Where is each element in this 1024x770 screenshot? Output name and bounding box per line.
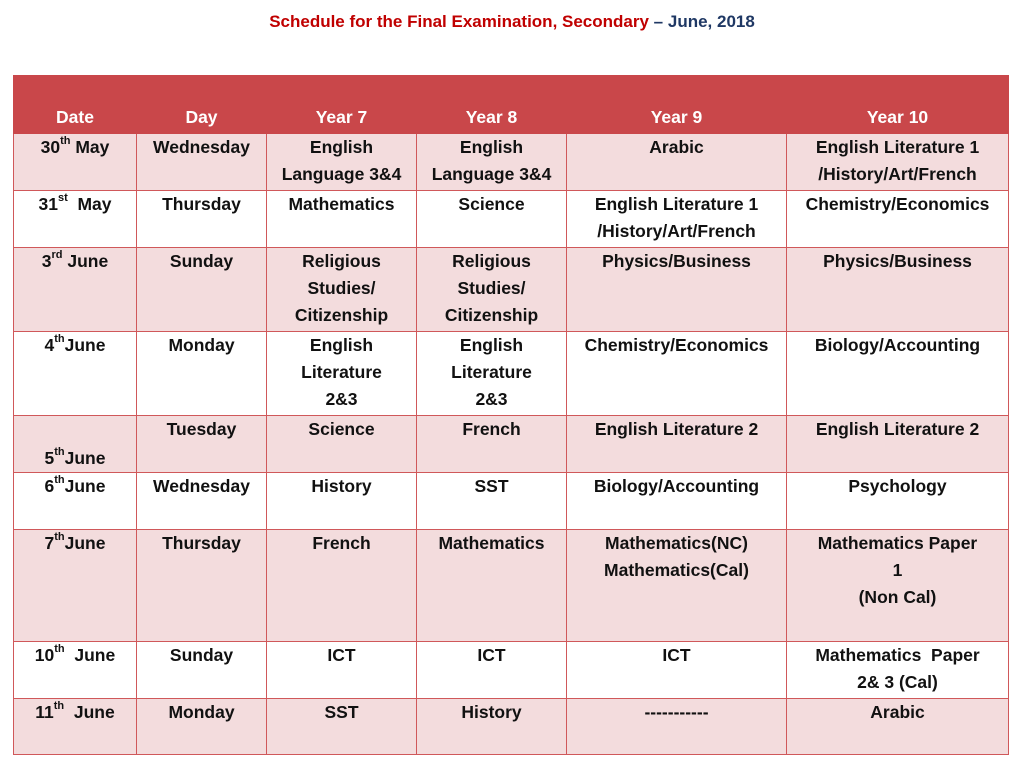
subject-line: Religious (302, 251, 381, 271)
subject-cell-year-8 (417, 642, 567, 699)
date-month: June (64, 645, 116, 665)
date-suffix: th (54, 531, 65, 544)
subject-line: Studies/ (307, 278, 376, 298)
subject-line: Arabic (870, 702, 925, 722)
subject-line: Science (458, 194, 525, 214)
date-suffix: th (54, 333, 65, 346)
subject-cell-year-7 (267, 134, 417, 191)
subject-line: English Literature 2 (594, 419, 759, 439)
day-cell: Sunday (137, 248, 267, 332)
subject-cell-year-7 (267, 530, 417, 642)
date-month: June (64, 533, 106, 553)
table-row (14, 332, 1009, 416)
date-month: May (67, 194, 112, 214)
subject-cell-year-9 (567, 332, 787, 416)
date-number: 10 (34, 645, 55, 665)
exam-schedule-table (13, 75, 1009, 755)
date-suffix: th (60, 135, 71, 148)
subject-cell-year-7 (267, 332, 417, 416)
day-cell: Sunday (137, 642, 267, 699)
table-row (14, 134, 1009, 191)
date-cell (14, 332, 137, 416)
subject-line: English (459, 137, 524, 157)
subject-line: Psychology (848, 476, 947, 496)
subject-line: 2&3 (475, 389, 508, 409)
subject-line: /History/Art/French (597, 221, 756, 241)
subject-cell-year-10 (787, 530, 1009, 642)
subject-cell-year-10 (787, 699, 1009, 755)
subject-line: English Literature 2 (815, 419, 980, 439)
subject-line: Science (308, 419, 375, 439)
subject-cell-year-10 (787, 416, 1009, 473)
subject-line: English Literature 1 (815, 137, 980, 157)
date-month: May (70, 137, 110, 157)
date-number: 6 (44, 476, 55, 496)
day-cell: Wednesday (137, 134, 267, 191)
subject-cell-year-7 (267, 699, 417, 755)
date-cell (14, 134, 137, 191)
subject-line: Mathematics (438, 533, 545, 553)
subject-line: English (309, 137, 374, 157)
date-cell (14, 642, 137, 699)
subject-cell-year-9 (567, 248, 787, 332)
subject-line: Citizenship (444, 305, 539, 325)
subject-line: (Non Cal) (858, 587, 937, 607)
date-cell (14, 416, 137, 473)
date-number: 30 (40, 137, 61, 157)
subject-line: ICT (477, 645, 506, 665)
subject-line: Biology/Accounting (593, 476, 760, 496)
subject-line: History (461, 702, 522, 722)
subject-line: SST (474, 476, 509, 496)
subject-line: Chemistry/Economics (584, 335, 769, 355)
subject-cell-year-10 (787, 134, 1009, 191)
subject-line: Studies/ (457, 278, 526, 298)
subject-line: English Literature 1 (594, 194, 759, 214)
date-cell (14, 473, 137, 530)
header-year-7: Year 7 (267, 76, 417, 134)
subject-cell-year-8 (417, 416, 567, 473)
date-suffix: th (54, 474, 65, 487)
title-date: June, 2018 (667, 12, 755, 31)
subject-cell-year-8 (417, 473, 567, 530)
subject-line: Mathematics Paper (815, 645, 980, 665)
subject-line: 2&3 (325, 389, 358, 409)
subject-cell-year-9 (567, 530, 787, 642)
subject-line: /History/Art/French (818, 164, 977, 184)
subject-line: Mathematics(Cal) (604, 560, 749, 580)
table-row (14, 699, 1009, 755)
table-row (14, 416, 1009, 473)
subject-line: ----------- (644, 702, 709, 722)
subject-line: Literature (301, 362, 382, 382)
header-date: Date (14, 76, 137, 134)
date-cell (14, 699, 137, 755)
subject-cell-year-8 (417, 332, 567, 416)
subject-line: Mathematics(NC) (605, 533, 748, 553)
subject-cell-year-10 (787, 248, 1009, 332)
day-cell: Monday (137, 699, 267, 755)
title-main: Schedule for the Final Examination, Secondary (269, 12, 649, 31)
subject-line: SST (324, 702, 359, 722)
day-cell: Thursday (137, 191, 267, 248)
date-cell (14, 530, 137, 642)
date-month: June (62, 251, 109, 271)
table-row (14, 191, 1009, 248)
date-month: June (64, 335, 106, 355)
subject-line: Mathematics (288, 194, 395, 214)
subject-line: Literature (451, 362, 532, 382)
subject-cell-year-8 (417, 134, 567, 191)
date-suffix: th (53, 700, 65, 713)
subject-line: History (311, 476, 372, 496)
subject-cell-year-9 (567, 191, 787, 248)
date-suffix: th (54, 446, 65, 459)
subject-line: Mathematics Paper (817, 533, 978, 553)
table-row (14, 248, 1009, 332)
date-suffix: st (57, 192, 68, 205)
header-year-10: Year 10 (787, 76, 1009, 134)
day-cell: Wednesday (137, 473, 267, 530)
date-month: June (64, 476, 106, 496)
date-cell (14, 191, 137, 248)
date-suffix: rd (51, 249, 63, 262)
day-cell: Tuesday (137, 416, 267, 473)
subject-cell-year-8 (417, 248, 567, 332)
header-year-8: Year 8 (417, 76, 567, 134)
subject-cell-year-8 (417, 530, 567, 642)
subject-line: Physics/Business (823, 251, 972, 271)
date-number: 4 (44, 335, 55, 355)
subject-line: English (459, 335, 524, 355)
header-day: Day (137, 76, 267, 134)
table-row (14, 642, 1009, 699)
date-number: 31 (38, 194, 58, 214)
subject-line: French (312, 533, 371, 553)
subject-line: Language 3&4 (431, 164, 552, 184)
day-cell: Thursday (137, 530, 267, 642)
subject-line: Chemistry/Economics (805, 194, 990, 214)
subject-line: Arabic (649, 137, 704, 157)
subject-line: ICT (662, 645, 691, 665)
page-title (0, 10, 1024, 34)
subject-cell-year-9 (567, 642, 787, 699)
subject-cell-year-10 (787, 473, 1009, 530)
subject-cell-year-9 (567, 699, 787, 755)
subject-cell-year-7 (267, 416, 417, 473)
subject-cell-year-9 (567, 134, 787, 191)
subject-cell-year-7 (267, 248, 417, 332)
subject-line: 1 (892, 560, 903, 580)
date-cell (14, 248, 137, 332)
subject-line: Religious (452, 251, 531, 271)
date-number: 7 (44, 533, 55, 553)
date-number: 11 (35, 702, 54, 722)
subject-line: 2& 3 (Cal) (857, 672, 938, 692)
header-row (14, 76, 1009, 134)
subject-cell-year-8 (417, 699, 567, 755)
date-month: June (64, 702, 115, 722)
subject-cell-year-8 (417, 191, 567, 248)
day-cell: Monday (137, 332, 267, 416)
subject-line: ICT (327, 645, 356, 665)
subject-cell-year-9 (567, 473, 787, 530)
subject-cell-year-7 (267, 642, 417, 699)
subject-line: French (462, 419, 521, 439)
subject-cell-year-9 (567, 416, 787, 473)
date-number: 3 (41, 251, 52, 271)
subject-cell-year-7 (267, 191, 417, 248)
table-row (14, 530, 1009, 642)
title-dash: – (648, 12, 668, 31)
subject-cell-year-10 (787, 191, 1009, 248)
subject-line: Physics/Business (602, 251, 751, 271)
date-month: June (64, 448, 106, 468)
subject-line: Citizenship (294, 305, 389, 325)
table-row (14, 473, 1009, 530)
subject-line: English (309, 335, 374, 355)
subject-cell-year-10 (787, 332, 1009, 416)
subject-cell-year-7 (267, 473, 417, 530)
subject-line: Language 3&4 (281, 164, 402, 184)
subject-line: Biology/Accounting (814, 335, 981, 355)
subject-cell-year-10 (787, 642, 1009, 699)
date-suffix: th (54, 643, 65, 656)
header-year-9: Year 9 (567, 76, 787, 134)
date-number: 5 (44, 448, 55, 468)
